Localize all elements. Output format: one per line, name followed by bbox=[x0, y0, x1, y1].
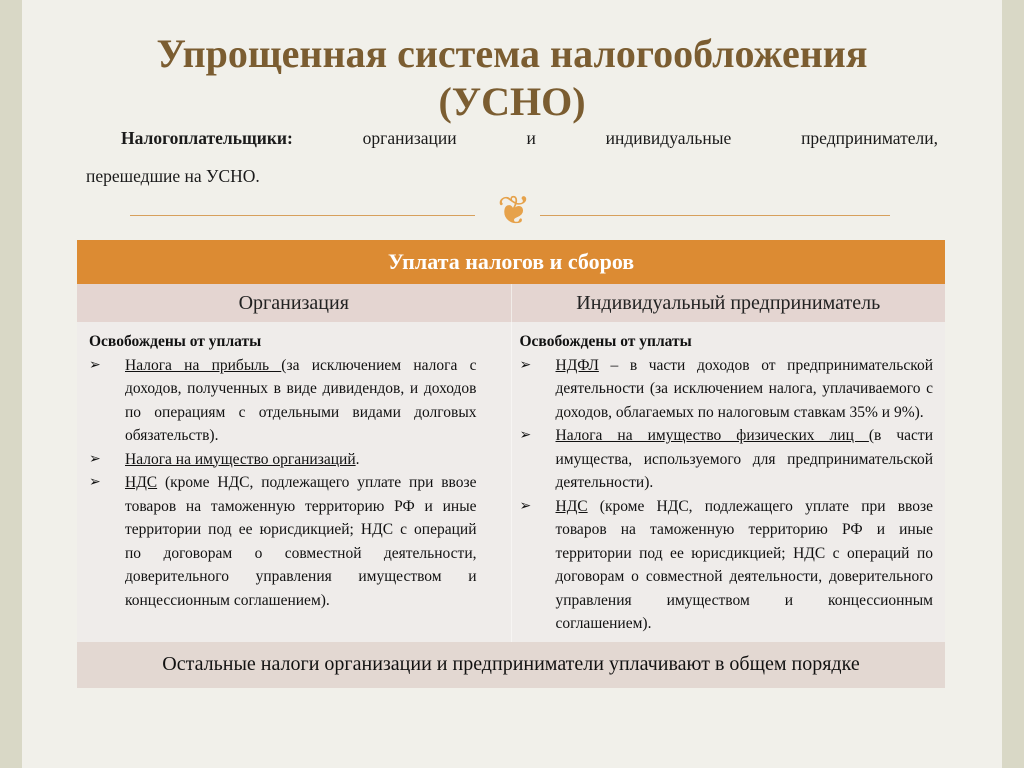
intro-line-1 bbox=[121, 128, 938, 149]
arrow-bullet-icon: ➢ bbox=[519, 427, 532, 443]
fleuron-ornament-icon: ❦ bbox=[497, 188, 531, 233]
tax-link: Налога на имущество организаций bbox=[125, 450, 356, 468]
list-item bbox=[520, 354, 934, 425]
arrow-bullet-icon: ➢ bbox=[89, 450, 101, 467]
intro-word: индивидуальные bbox=[605, 128, 732, 148]
entrepreneur-cell bbox=[511, 322, 945, 642]
exemption-list bbox=[89, 354, 477, 613]
list-item bbox=[89, 471, 477, 612]
intro-line-2: перешедшие на УСНО. bbox=[86, 166, 260, 186]
item-text: . bbox=[355, 450, 360, 468]
tax-link: Налога на имущество физических лиц bbox=[555, 427, 869, 444]
divider-line-left bbox=[130, 215, 475, 216]
tax-link: Налога на прибыль bbox=[125, 356, 282, 374]
ornamental-divider bbox=[130, 188, 890, 233]
item-text: (в части имущества, используемого для предпринимательской деятельности). bbox=[555, 427, 933, 491]
organization-cell bbox=[77, 322, 511, 642]
title-line-1: Упрощенная система налогообложения bbox=[156, 31, 868, 76]
exemption-list bbox=[520, 354, 934, 636]
intro-word: и bbox=[526, 128, 536, 148]
intro-word: организации bbox=[362, 128, 457, 148]
section-title: Освобождены от уплаты bbox=[519, 333, 692, 350]
title-line-2: (УСНО) bbox=[438, 79, 586, 124]
list-item bbox=[520, 495, 934, 636]
tax-link: НДС bbox=[555, 497, 588, 515]
list-item bbox=[89, 354, 477, 448]
item-text: – в части доходов от предпринимательской деятельности (за исключением налога, уплачиваемого с доходов, облагаемых по налоговым ставкам 35% и 9%). bbox=[555, 356, 933, 421]
list-item bbox=[520, 424, 934, 495]
column-header-organization: Организация bbox=[77, 284, 511, 322]
arrow-bullet-icon: ➢ bbox=[519, 497, 532, 514]
item-text: (кроме НДС, подлежащего уплате при ввозе товаров на таможенную территорию РФ и иные территории под ее юрисдикцией; НДС с операций по договорам о совместной деятельности, доверительного управления имуществом и концессионным соглашением). bbox=[555, 497, 933, 632]
table-header: Уплата налогов и сборов bbox=[77, 240, 945, 284]
intro-label: Налогоплательщики: bbox=[121, 128, 293, 148]
intro-word: предприниматели, bbox=[801, 128, 938, 148]
column-header-entrepreneur: Индивидуальный предприниматель bbox=[511, 284, 945, 322]
arrow-bullet-icon: ➢ bbox=[89, 356, 101, 373]
arrow-bullet-icon: ➢ bbox=[89, 474, 101, 490]
slide-title bbox=[0, 30, 1024, 126]
item-text: (за исключением налога с доходов, полученных в виде дивидендов, и доходов по операциям с отдельными видами долговых обязательств). bbox=[125, 356, 477, 444]
section-title: Освобождены от уплаты bbox=[89, 333, 262, 350]
tax-link: НДС bbox=[125, 474, 158, 491]
table-footer: Остальные налоги организации и предприниматели уплачивают в общем порядке bbox=[77, 642, 945, 688]
tax-link: НДФЛ bbox=[555, 356, 599, 374]
list-item bbox=[89, 448, 477, 472]
item-text: (кроме НДС, подлежащего уплате при ввозе товаров на таможенную территорию РФ и иные территории под ее юрисдикцией; НДС с операций по договорам о совместной деятельности, доверительного управления имуществом и концессионным соглашением). bbox=[125, 474, 477, 609]
arrow-bullet-icon: ➢ bbox=[519, 356, 532, 373]
divider-line-right bbox=[540, 215, 890, 216]
tax-payment-table bbox=[77, 240, 945, 688]
